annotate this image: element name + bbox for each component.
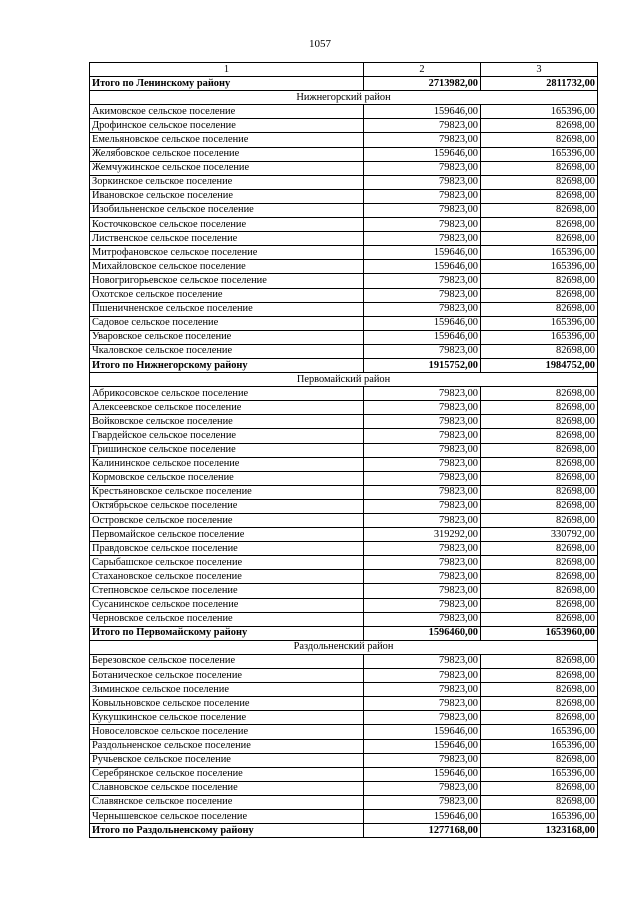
- amount-col-3: 82698,00: [481, 218, 598, 232]
- amount-col-2: 79823,00: [364, 697, 481, 711]
- amount-col-3: 82698,00: [481, 274, 598, 288]
- amount-col-3: 82698,00: [481, 443, 598, 457]
- amount-col-2: 159646,00: [364, 330, 481, 344]
- table-row: [90, 570, 598, 584]
- district-heading: Первомайский район: [90, 373, 598, 387]
- settlement-name: Первомайское сельское поселение: [90, 528, 364, 542]
- amount-col-2: 159646,00: [364, 739, 481, 753]
- amount-col-2: 79823,00: [364, 584, 481, 598]
- amount-col-3: 165396,00: [481, 260, 598, 274]
- amount-col-3: 165396,00: [481, 330, 598, 344]
- amount-col-3: 165396,00: [481, 809, 598, 823]
- table-row: [90, 330, 598, 344]
- settlement-name: Ручьевское сельское поселение: [90, 753, 364, 767]
- total-col-2: 2713982,00: [364, 77, 481, 91]
- page-number: 1057: [309, 38, 331, 50]
- amount-col-2: 159646,00: [364, 767, 481, 781]
- settlement-name: Изобильненское сельское поселение: [90, 203, 364, 217]
- settlement-name: Крестьяновское сельское поселение: [90, 485, 364, 499]
- table-row: [90, 711, 598, 725]
- settlement-name: Гвардейское сельское поселение: [90, 429, 364, 443]
- settlement-name: Зоркинское сельское поселение: [90, 175, 364, 189]
- settlement-name: Калининское сельское поселение: [90, 457, 364, 471]
- amount-col-3: 82698,00: [481, 175, 598, 189]
- amount-col-3: 82698,00: [481, 584, 598, 598]
- amount-col-3: 82698,00: [481, 669, 598, 683]
- amount-col-2: 79823,00: [364, 683, 481, 697]
- table-row: [90, 795, 598, 809]
- amount-col-3: 82698,00: [481, 429, 598, 443]
- settlement-name: Славновское сельское поселение: [90, 781, 364, 795]
- table-row: [90, 584, 598, 598]
- settlement-name: Жемчужинское сельское поселение: [90, 161, 364, 175]
- total-col-2: 1277168,00: [364, 824, 481, 838]
- amount-col-2: 79823,00: [364, 795, 481, 809]
- amount-col-2: 79823,00: [364, 161, 481, 175]
- amount-col-2: 79823,00: [364, 302, 481, 316]
- table-row: [90, 598, 598, 612]
- settlement-name: Охотское сельское поселение: [90, 288, 364, 302]
- amount-col-2: 159646,00: [364, 316, 481, 330]
- amount-col-2: 159646,00: [364, 809, 481, 823]
- district-total-row: [90, 77, 598, 91]
- total-col-3: 2811732,00: [481, 77, 598, 91]
- settlement-name: Косточковское сельское поселение: [90, 218, 364, 232]
- amount-col-2: 159646,00: [364, 105, 481, 119]
- amount-col-2: 79823,00: [364, 514, 481, 528]
- table-row: [90, 683, 598, 697]
- amount-col-3: 82698,00: [481, 189, 598, 203]
- amount-col-2: 79823,00: [364, 415, 481, 429]
- table-row: [90, 119, 598, 133]
- amount-col-2: 79823,00: [364, 556, 481, 570]
- table-row: [90, 457, 598, 471]
- table-row: [90, 556, 598, 570]
- amount-col-3: 82698,00: [481, 471, 598, 485]
- amount-col-3: 82698,00: [481, 485, 598, 499]
- amount-col-3: 82698,00: [481, 753, 598, 767]
- table-row: [90, 316, 598, 330]
- table-row: [90, 443, 598, 457]
- amount-col-2: 159646,00: [364, 260, 481, 274]
- header-cell-3: 3: [481, 63, 598, 77]
- amount-col-3: 165396,00: [481, 739, 598, 753]
- budget-table: [89, 62, 598, 838]
- amount-col-3: 82698,00: [481, 612, 598, 626]
- amount-col-3: 82698,00: [481, 401, 598, 415]
- total-col-2: 1915752,00: [364, 358, 481, 372]
- settlement-name: Серебрянское сельское поселение: [90, 767, 364, 781]
- amount-col-2: 79823,00: [364, 232, 481, 246]
- amount-col-2: 79823,00: [364, 288, 481, 302]
- table-body: [90, 63, 598, 838]
- table-row: [90, 218, 598, 232]
- amount-col-3: 82698,00: [481, 697, 598, 711]
- settlement-name: Степновское сельское поселение: [90, 584, 364, 598]
- amount-col-2: 79823,00: [364, 218, 481, 232]
- settlement-name: Емельяновское сельское поселение: [90, 133, 364, 147]
- amount-col-2: 79823,00: [364, 274, 481, 288]
- amount-col-3: 82698,00: [481, 387, 598, 401]
- settlement-name: Чернышевское сельское поселение: [90, 809, 364, 823]
- settlement-name: Правдовское сельское поселение: [90, 542, 364, 556]
- amount-col-2: 79823,00: [364, 711, 481, 725]
- amount-col-2: 79823,00: [364, 542, 481, 556]
- table-row: [90, 528, 598, 542]
- settlement-name: Новогригорьевское сельское поселение: [90, 274, 364, 288]
- table-row: [90, 175, 598, 189]
- amount-col-2: 79823,00: [364, 344, 481, 358]
- table-row: [90, 753, 598, 767]
- amount-col-3: 165396,00: [481, 725, 598, 739]
- amount-col-3: 165396,00: [481, 767, 598, 781]
- amount-col-3: 82698,00: [481, 415, 598, 429]
- settlement-name: Желябовское сельское поселение: [90, 147, 364, 161]
- settlement-name: Стахановское сельское поселение: [90, 570, 364, 584]
- district-total-row: [90, 824, 598, 838]
- amount-col-2: 79823,00: [364, 401, 481, 415]
- amount-col-3: 82698,00: [481, 781, 598, 795]
- amount-col-2: 79823,00: [364, 753, 481, 767]
- table-row: [90, 542, 598, 556]
- table-row: [90, 669, 598, 683]
- table-row: [90, 387, 598, 401]
- district-heading: Раздольненский район: [90, 640, 598, 654]
- settlement-name: Кормовское сельское поселение: [90, 471, 364, 485]
- settlement-name: Ботаническое сельское поселение: [90, 669, 364, 683]
- settlement-name: Ивановское сельское поселение: [90, 189, 364, 203]
- table-row: [90, 739, 598, 753]
- table-row: [90, 781, 598, 795]
- amount-col-2: 79823,00: [364, 570, 481, 584]
- amount-col-2: 79823,00: [364, 189, 481, 203]
- amount-col-3: 82698,00: [481, 119, 598, 133]
- amount-col-2: 79823,00: [364, 443, 481, 457]
- table-row: [90, 697, 598, 711]
- district-heading-row: [90, 640, 598, 654]
- table-row: [90, 232, 598, 246]
- total-col-3: 1323168,00: [481, 824, 598, 838]
- amount-col-2: 79823,00: [364, 457, 481, 471]
- table-row: [90, 514, 598, 528]
- table-row: [90, 288, 598, 302]
- amount-col-3: 82698,00: [481, 302, 598, 316]
- district-heading: Нижнегорский район: [90, 91, 598, 105]
- table-row: [90, 246, 598, 260]
- total-col-2: 1596460,00: [364, 626, 481, 640]
- amount-col-2: 79823,00: [364, 499, 481, 513]
- amount-col-2: 79823,00: [364, 471, 481, 485]
- amount-col-3: 82698,00: [481, 542, 598, 556]
- table-row: [90, 612, 598, 626]
- table-row: [90, 401, 598, 415]
- settlement-name: Островское сельское поселение: [90, 514, 364, 528]
- settlement-name: Березовское сельское поселение: [90, 654, 364, 668]
- amount-col-2: 79823,00: [364, 133, 481, 147]
- amount-col-2: 79823,00: [364, 175, 481, 189]
- header-cell-1: 1: [90, 63, 364, 77]
- amount-col-3: 165396,00: [481, 316, 598, 330]
- amount-col-3: 82698,00: [481, 457, 598, 471]
- settlement-name: Акимовское сельское поселение: [90, 105, 364, 119]
- settlement-name: Гришинское сельское поселение: [90, 443, 364, 457]
- amount-col-2: 79823,00: [364, 781, 481, 795]
- settlement-name: Зиминское сельское поселение: [90, 683, 364, 697]
- amount-col-3: 82698,00: [481, 133, 598, 147]
- amount-col-2: 79823,00: [364, 654, 481, 668]
- settlement-name: Пшеничненское сельское поселение: [90, 302, 364, 316]
- table-row: [90, 415, 598, 429]
- total-label: Итого по Нижнегорскому району: [90, 358, 364, 372]
- settlement-name: Дрофинское сельское поселение: [90, 119, 364, 133]
- amount-col-2: 79823,00: [364, 203, 481, 217]
- settlement-name: Чкаловское сельское поселение: [90, 344, 364, 358]
- table-row: [90, 105, 598, 119]
- amount-col-3: 82698,00: [481, 499, 598, 513]
- table-row: [90, 302, 598, 316]
- amount-col-3: 330792,00: [481, 528, 598, 542]
- district-heading-row: [90, 91, 598, 105]
- amount-col-2: 159646,00: [364, 725, 481, 739]
- settlement-name: Алексеевское сельское поселение: [90, 401, 364, 415]
- amount-col-3: 82698,00: [481, 598, 598, 612]
- table-row: [90, 344, 598, 358]
- amount-col-3: 82698,00: [481, 683, 598, 697]
- settlement-name: Новоселовское сельское поселение: [90, 725, 364, 739]
- amount-col-2: 79823,00: [364, 669, 481, 683]
- settlement-name: Черновское сельское поселение: [90, 612, 364, 626]
- amount-col-3: 82698,00: [481, 514, 598, 528]
- total-label: Итого по Первомайскому району: [90, 626, 364, 640]
- amount-col-2: 79823,00: [364, 598, 481, 612]
- table-row: [90, 654, 598, 668]
- table-row: [90, 767, 598, 781]
- amount-col-3: 165396,00: [481, 147, 598, 161]
- settlement-name: Митрофановское сельское поселение: [90, 246, 364, 260]
- table-row: [90, 203, 598, 217]
- settlement-name: Раздольненское сельское поселение: [90, 739, 364, 753]
- settlement-name: Лиственское сельское поселение: [90, 232, 364, 246]
- amount-col-2: 79823,00: [364, 612, 481, 626]
- amount-col-3: 82698,00: [481, 288, 598, 302]
- settlement-name: Октябрьское сельское поселение: [90, 499, 364, 513]
- district-total-row: [90, 358, 598, 372]
- amount-col-2: 79823,00: [364, 485, 481, 499]
- header-row: [90, 63, 598, 77]
- settlement-name: Славянское сельское поселение: [90, 795, 364, 809]
- settlement-name: Михайловское сельское поселение: [90, 260, 364, 274]
- amount-col-2: 159646,00: [364, 246, 481, 260]
- amount-col-2: 319292,00: [364, 528, 481, 542]
- settlement-name: Уваровское сельское поселение: [90, 330, 364, 344]
- table-row: [90, 429, 598, 443]
- table-row: [90, 189, 598, 203]
- table-row: [90, 133, 598, 147]
- amount-col-3: 82698,00: [481, 232, 598, 246]
- amount-col-2: 79823,00: [364, 119, 481, 133]
- amount-col-2: 79823,00: [364, 429, 481, 443]
- settlement-name: Садовое сельское поселение: [90, 316, 364, 330]
- amount-col-3: 82698,00: [481, 344, 598, 358]
- table-row: [90, 161, 598, 175]
- amount-col-3: 82698,00: [481, 556, 598, 570]
- settlement-name: Ковыльновское сельское поселение: [90, 697, 364, 711]
- district-heading-row: [90, 373, 598, 387]
- table-row: [90, 147, 598, 161]
- total-label: Итого по Ленинскому району: [90, 77, 364, 91]
- amount-col-3: 165396,00: [481, 246, 598, 260]
- header-cell-2: 2: [364, 63, 481, 77]
- settlement-name: Абрикосовское сельское поселение: [90, 387, 364, 401]
- total-label: Итого по Раздольненскому району: [90, 824, 364, 838]
- amount-col-3: 82698,00: [481, 795, 598, 809]
- amount-col-2: 79823,00: [364, 387, 481, 401]
- district-total-row: [90, 626, 598, 640]
- settlement-name: Сусанинское сельское поселение: [90, 598, 364, 612]
- amount-col-3: 165396,00: [481, 105, 598, 119]
- table-row: [90, 274, 598, 288]
- amount-col-2: 159646,00: [364, 147, 481, 161]
- table-row: [90, 499, 598, 513]
- table-row: [90, 485, 598, 499]
- amount-col-3: 82698,00: [481, 711, 598, 725]
- settlement-name: Кукушкинское сельское поселение: [90, 711, 364, 725]
- table-row: [90, 260, 598, 274]
- table-row: [90, 471, 598, 485]
- total-col-3: 1653960,00: [481, 626, 598, 640]
- total-col-3: 1984752,00: [481, 358, 598, 372]
- amount-col-3: 82698,00: [481, 161, 598, 175]
- settlement-name: Сарыбашское сельское поселение: [90, 556, 364, 570]
- table-row: [90, 725, 598, 739]
- settlement-name: Войковское сельское поселение: [90, 415, 364, 429]
- table-row: [90, 809, 598, 823]
- amount-col-3: 82698,00: [481, 654, 598, 668]
- amount-col-3: 82698,00: [481, 203, 598, 217]
- amount-col-3: 82698,00: [481, 570, 598, 584]
